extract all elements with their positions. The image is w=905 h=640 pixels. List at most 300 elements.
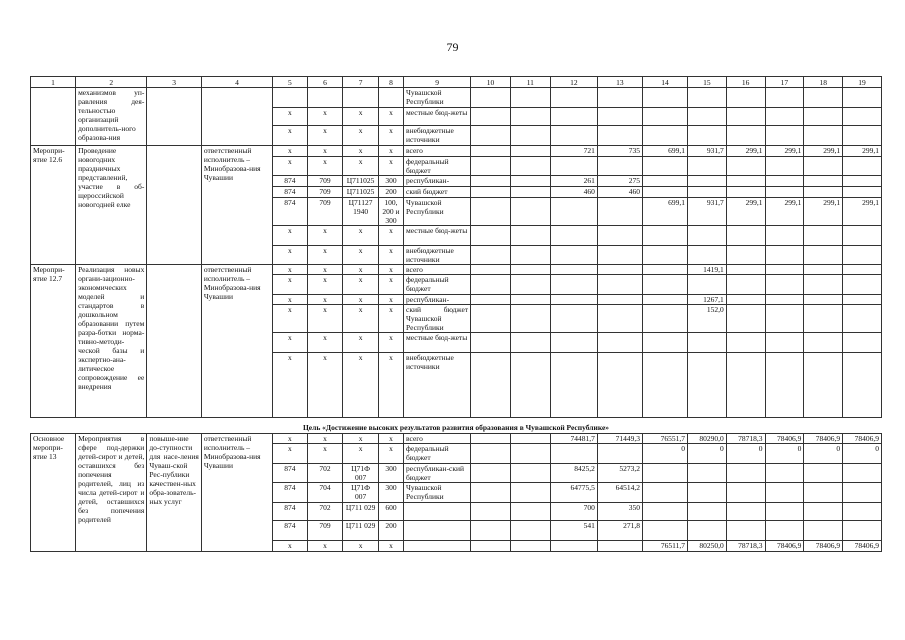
header-cell: 19 <box>843 77 882 88</box>
data-cell <box>726 265 765 275</box>
data-cell <box>471 483 511 503</box>
data-cell: 0 <box>765 444 804 464</box>
data-cell <box>843 503 882 521</box>
data-cell <box>471 246 511 265</box>
data-cell <box>642 226 687 246</box>
data-cell: 78406,9 <box>843 541 882 552</box>
data-cell: x <box>273 444 308 464</box>
data-cell: x <box>378 295 403 305</box>
data-cell: x <box>307 444 343 464</box>
data-cell <box>726 464 765 483</box>
data-cell: 200 <box>378 187 403 198</box>
data-cell <box>765 275 804 295</box>
data-cell: x <box>378 265 403 275</box>
data-cell <box>471 333 511 353</box>
data-cell <box>804 333 843 353</box>
data-cell <box>471 275 511 295</box>
data-cell: x <box>307 246 343 265</box>
data-cell: x <box>343 295 379 305</box>
data-cell <box>550 353 597 418</box>
data-cell: x <box>273 157 308 176</box>
data-cell <box>765 108 804 126</box>
data-cell <box>510 108 550 126</box>
data-cell <box>471 521 511 541</box>
data-cell: 271,8 <box>597 521 642 541</box>
data-cell <box>597 305 642 333</box>
header-cell: 13 <box>597 77 642 88</box>
data-cell <box>642 521 687 541</box>
data-cell: x <box>343 126 379 146</box>
data-cell: Ц711025 <box>343 176 379 187</box>
data-cell: 460 <box>550 187 597 198</box>
data-cell: 931,7 <box>688 198 727 226</box>
data-cell <box>688 353 727 418</box>
data-cell: 702 <box>307 464 343 483</box>
data-cell <box>843 126 882 146</box>
data-cell <box>510 126 550 146</box>
data-cell <box>765 187 804 198</box>
data-cell <box>688 187 727 198</box>
data-cell: местные бюд-жеты <box>404 226 471 246</box>
data-cell: 541 <box>550 521 597 541</box>
data-cell: всего <box>404 146 471 157</box>
data-cell <box>404 503 471 521</box>
data-cell <box>642 176 687 187</box>
data-cell <box>804 226 843 246</box>
data-cell <box>510 434 550 444</box>
data-cell <box>471 353 511 418</box>
data-cell <box>597 157 642 176</box>
data-cell <box>688 226 727 246</box>
data-cell <box>688 464 727 483</box>
data-cell: x <box>343 108 379 126</box>
data-cell <box>765 246 804 265</box>
data-cell <box>804 483 843 503</box>
header-cell: 5 <box>273 77 308 88</box>
data-cell: местные бюд-жеты <box>404 108 471 126</box>
data-cell <box>688 333 727 353</box>
data-cell <box>471 108 511 126</box>
data-cell <box>642 295 687 305</box>
data-cell: 200 <box>378 521 403 541</box>
data-cell: 704 <box>307 483 343 503</box>
data-cell: 460 <box>597 187 642 198</box>
data-cell: 700 <box>550 503 597 521</box>
data-cell: x <box>307 541 343 552</box>
data-cell <box>765 226 804 246</box>
data-cell <box>307 88 343 108</box>
data-cell: 74481,7 <box>550 434 597 444</box>
data-cell <box>343 88 379 108</box>
data-cell: ский бюджет <box>404 187 471 198</box>
data-cell: x <box>307 333 343 353</box>
data-cell: x <box>343 305 379 333</box>
data-cell <box>510 305 550 333</box>
data-cell: 78406,9 <box>843 434 882 444</box>
data-cell <box>804 126 843 146</box>
data-cell: Ц71Ф 007 <box>343 483 379 503</box>
data-cell: x <box>378 226 403 246</box>
data-cell <box>726 275 765 295</box>
data-cell <box>597 541 642 552</box>
data-cell <box>642 483 687 503</box>
data-cell: 78406,9 <box>804 434 843 444</box>
data-cell <box>765 503 804 521</box>
data-cell: x <box>273 353 308 418</box>
data-cell <box>471 503 511 521</box>
activity-executor-cell: ответственный исполнитель – Минобразова-ния Чувашии <box>201 265 272 418</box>
data-cell: 76551,7 <box>642 434 687 444</box>
data-cell: x <box>378 246 403 265</box>
data-cell <box>765 464 804 483</box>
data-cell: 71449,3 <box>597 434 642 444</box>
data-cell: 64514,2 <box>597 483 642 503</box>
data-cell <box>804 295 843 305</box>
data-cell <box>510 146 550 157</box>
data-cell <box>597 295 642 305</box>
data-cell <box>273 88 308 108</box>
data-cell <box>726 126 765 146</box>
data-cell: 709 <box>307 198 343 226</box>
data-cell: 8425,2 <box>550 464 597 483</box>
data-cell <box>510 198 550 226</box>
table-row <box>31 88 882 108</box>
data-cell <box>726 295 765 305</box>
data-cell <box>550 541 597 552</box>
data-cell <box>550 157 597 176</box>
data-cell: республикан- <box>404 295 471 305</box>
data-cell <box>597 275 642 295</box>
data-cell <box>843 226 882 246</box>
data-cell <box>471 444 511 464</box>
data-cell: внебюджетные источники <box>404 353 471 418</box>
data-cell <box>688 157 727 176</box>
data-cell: x <box>343 541 379 552</box>
data-cell: x <box>343 275 379 295</box>
data-cell: 0 <box>843 444 882 464</box>
data-cell: 300 <box>378 483 403 503</box>
data-cell <box>642 88 687 108</box>
data-cell <box>688 176 727 187</box>
data-cell <box>510 226 550 246</box>
header-cell: 17 <box>765 77 804 88</box>
data-cell: x <box>378 275 403 295</box>
data-cell <box>765 126 804 146</box>
data-cell <box>726 108 765 126</box>
data-cell <box>804 464 843 483</box>
data-cell: x <box>378 126 403 146</box>
header-cell: 4 <box>201 77 272 88</box>
data-cell <box>804 265 843 275</box>
data-cell <box>688 483 727 503</box>
data-cell: x <box>307 275 343 295</box>
data-cell <box>726 503 765 521</box>
data-cell: 299,1 <box>765 198 804 226</box>
data-cell <box>765 157 804 176</box>
activity-goal-cell <box>147 265 201 418</box>
data-cell <box>510 88 550 108</box>
data-cell: 80290,0 <box>688 434 727 444</box>
data-cell <box>765 333 804 353</box>
data-cell <box>765 305 804 333</box>
data-cell: x <box>378 444 403 464</box>
data-cell: x <box>273 146 308 157</box>
data-cell: 721 <box>550 146 597 157</box>
data-cell <box>642 275 687 295</box>
data-cell <box>726 521 765 541</box>
data-cell: 702 <box>307 503 343 521</box>
data-cell: Чувашской Республики <box>404 483 471 503</box>
header-cell: 3 <box>147 77 201 88</box>
data-cell: республикан- <box>404 176 471 187</box>
data-cell: x <box>378 333 403 353</box>
activity-code-cell: Меропри-ятие 12.6 <box>31 146 76 265</box>
activity-name-cell: Мероприятия в сфере под-держки детей-сирот и детей, оставшихся без попечения родителей, лиц из числа детей-сирот и детей, оставшихся без попечения родителей <box>76 434 147 552</box>
data-cell <box>597 198 642 226</box>
data-cell: 78406,9 <box>765 434 804 444</box>
data-cell <box>550 444 597 464</box>
data-cell: 874 <box>273 187 308 198</box>
page-number: 79 <box>446 40 459 54</box>
data-cell <box>510 246 550 265</box>
data-cell: 299,1 <box>726 146 765 157</box>
data-cell <box>550 88 597 108</box>
goal-row <box>31 418 882 434</box>
data-cell <box>404 521 471 541</box>
data-cell <box>471 146 511 157</box>
activity-executor-cell: ответственный исполнитель – Минобразова-ния Чувашии <box>201 434 272 552</box>
data-cell: 76511,7 <box>642 541 687 552</box>
header-cell: 12 <box>550 77 597 88</box>
data-cell <box>471 157 511 176</box>
data-cell <box>642 503 687 521</box>
data-cell: x <box>378 434 403 444</box>
data-cell: 709 <box>307 187 343 198</box>
data-cell <box>510 275 550 295</box>
data-cell: x <box>273 434 308 444</box>
data-cell <box>550 333 597 353</box>
data-cell: 78718,3 <box>726 541 765 552</box>
data-cell <box>550 265 597 275</box>
data-cell <box>843 108 882 126</box>
data-cell <box>510 176 550 187</box>
data-cell: 299,1 <box>843 198 882 226</box>
data-cell <box>642 333 687 353</box>
activity-code-cell: Меропри-ятие 12.7 <box>31 265 76 418</box>
data-cell: x <box>343 353 379 418</box>
data-cell: Ц711025 <box>343 187 379 198</box>
header-cell: 8 <box>378 77 403 88</box>
data-cell: федеральный бюджет <box>404 157 471 176</box>
data-cell <box>597 88 642 108</box>
data-cell: 275 <box>597 176 642 187</box>
data-cell: 350 <box>597 503 642 521</box>
data-cell <box>765 176 804 187</box>
data-cell <box>765 483 804 503</box>
data-cell <box>726 157 765 176</box>
data-cell <box>726 483 765 503</box>
data-cell <box>510 295 550 305</box>
data-cell: 1267,1 <box>688 295 727 305</box>
data-cell: x <box>307 108 343 126</box>
data-cell <box>843 464 882 483</box>
data-cell <box>726 187 765 198</box>
data-cell <box>726 353 765 418</box>
data-cell: 874 <box>273 176 308 187</box>
data-cell: 299,1 <box>765 146 804 157</box>
data-cell: федеральный бюджет <box>404 444 471 464</box>
data-cell: 699,1 <box>642 146 687 157</box>
data-cell: 64775,5 <box>550 483 597 503</box>
data-cell <box>471 295 511 305</box>
data-cell <box>843 333 882 353</box>
data-cell <box>642 265 687 275</box>
data-cell <box>843 157 882 176</box>
data-cell: x <box>273 265 308 275</box>
data-cell <box>510 333 550 353</box>
data-cell <box>471 305 511 333</box>
data-cell: x <box>307 146 343 157</box>
data-cell: 735 <box>597 146 642 157</box>
data-cell <box>804 275 843 295</box>
data-cell <box>804 187 843 198</box>
data-cell: x <box>273 333 308 353</box>
header-cell: 10 <box>471 77 511 88</box>
data-cell <box>471 88 511 108</box>
header-cell: 6 <box>307 77 343 88</box>
data-cell <box>726 226 765 246</box>
data-cell <box>843 521 882 541</box>
data-cell: 100, 200 и 300 <box>378 198 403 226</box>
header-cell: 18 <box>804 77 843 88</box>
data-cell: x <box>273 126 308 146</box>
header-cell: 9 <box>404 77 471 88</box>
data-cell: 874 <box>273 503 308 521</box>
data-cell <box>597 265 642 275</box>
data-cell <box>843 176 882 187</box>
data-cell: 299,1 <box>804 198 843 226</box>
data-cell <box>726 88 765 108</box>
data-cell <box>510 541 550 552</box>
data-cell: Чувашской Республики <box>404 88 471 108</box>
data-cell <box>765 88 804 108</box>
activity-code-cell: Основное меропри-ятие 13 <box>31 434 76 552</box>
data-cell: x <box>307 157 343 176</box>
data-cell: 299,1 <box>804 146 843 157</box>
data-cell <box>597 246 642 265</box>
activity-name-cell: Проведение новогодних праздничных представлений, участие в об-щероссийской новогодней елке <box>76 146 147 265</box>
data-cell: 874 <box>273 464 308 483</box>
data-cell: x <box>343 444 379 464</box>
data-cell: 261 <box>550 176 597 187</box>
activity-executor-cell <box>201 88 272 146</box>
activity-name-cell: механизмов уп-равления дея-тельностью организаций дополнитель-ного образова-ния <box>76 88 147 146</box>
data-cell: x <box>273 275 308 295</box>
data-cell: 299,1 <box>843 146 882 157</box>
data-cell <box>843 295 882 305</box>
data-cell: x <box>307 353 343 418</box>
data-cell <box>843 265 882 275</box>
table-row <box>31 146 882 157</box>
header-cell: 1 <box>31 77 76 88</box>
header-cell: 15 <box>688 77 727 88</box>
data-cell <box>597 226 642 246</box>
data-cell: 152,0 <box>688 305 727 333</box>
data-cell <box>726 333 765 353</box>
data-cell <box>550 126 597 146</box>
data-cell: x <box>343 157 379 176</box>
data-cell <box>843 88 882 108</box>
data-cell: 0 <box>642 444 687 464</box>
data-cell <box>471 198 511 226</box>
data-cell: 0 <box>726 444 765 464</box>
data-cell <box>550 275 597 295</box>
data-cell: x <box>378 108 403 126</box>
data-cell: x <box>273 295 308 305</box>
data-cell: x <box>307 126 343 146</box>
data-cell <box>471 541 511 552</box>
data-cell: 600 <box>378 503 403 521</box>
data-cell: Ц711 029 <box>343 503 379 521</box>
header-cell: 16 <box>726 77 765 88</box>
data-cell <box>804 157 843 176</box>
data-cell <box>471 176 511 187</box>
data-cell: x <box>273 305 308 333</box>
data-cell <box>471 126 511 146</box>
header-cell: 2 <box>76 77 147 88</box>
data-cell <box>510 353 550 418</box>
data-cell <box>688 521 727 541</box>
data-cell <box>804 521 843 541</box>
data-cell: x <box>343 265 379 275</box>
data-cell: x <box>273 108 308 126</box>
data-cell <box>642 353 687 418</box>
data-cell: всего <box>404 265 471 275</box>
data-cell: федеральный бюджет <box>404 275 471 295</box>
data-cell: x <box>343 434 379 444</box>
data-cell: x <box>307 265 343 275</box>
data-cell <box>843 353 882 418</box>
data-cell: Ц71127 1940 <box>343 198 379 226</box>
data-cell: 874 <box>273 198 308 226</box>
data-cell: ский бюджет Чувашской Республики <box>404 305 471 333</box>
data-cell: x <box>343 146 379 157</box>
data-cell: x <box>307 226 343 246</box>
data-cell <box>688 88 727 108</box>
data-cell <box>471 434 511 444</box>
data-cell <box>642 157 687 176</box>
data-cell <box>642 464 687 483</box>
data-cell <box>642 126 687 146</box>
goal-title: Цель «Достижение высоких результатов развития образования в Чувашской Республике» <box>31 418 882 434</box>
data-cell: x <box>343 333 379 353</box>
data-cell <box>597 126 642 146</box>
data-cell <box>642 187 687 198</box>
data-cell: x <box>343 226 379 246</box>
activity-goal-cell: повыше-ние до-ступности для насе-ления Чуваш-ской Рес-публики качествен-ных обра-зователь-ных услуг <box>147 434 201 552</box>
data-cell: Ц711 029 <box>343 521 379 541</box>
data-cell: 299,1 <box>726 198 765 226</box>
data-cell <box>510 444 550 464</box>
header-cell: 14 <box>642 77 687 88</box>
data-cell: x <box>343 246 379 265</box>
data-cell <box>765 353 804 418</box>
data-cell: 699,1 <box>642 198 687 226</box>
data-cell: 0 <box>688 444 727 464</box>
data-cell <box>843 246 882 265</box>
data-cell <box>550 226 597 246</box>
data-cell <box>726 305 765 333</box>
